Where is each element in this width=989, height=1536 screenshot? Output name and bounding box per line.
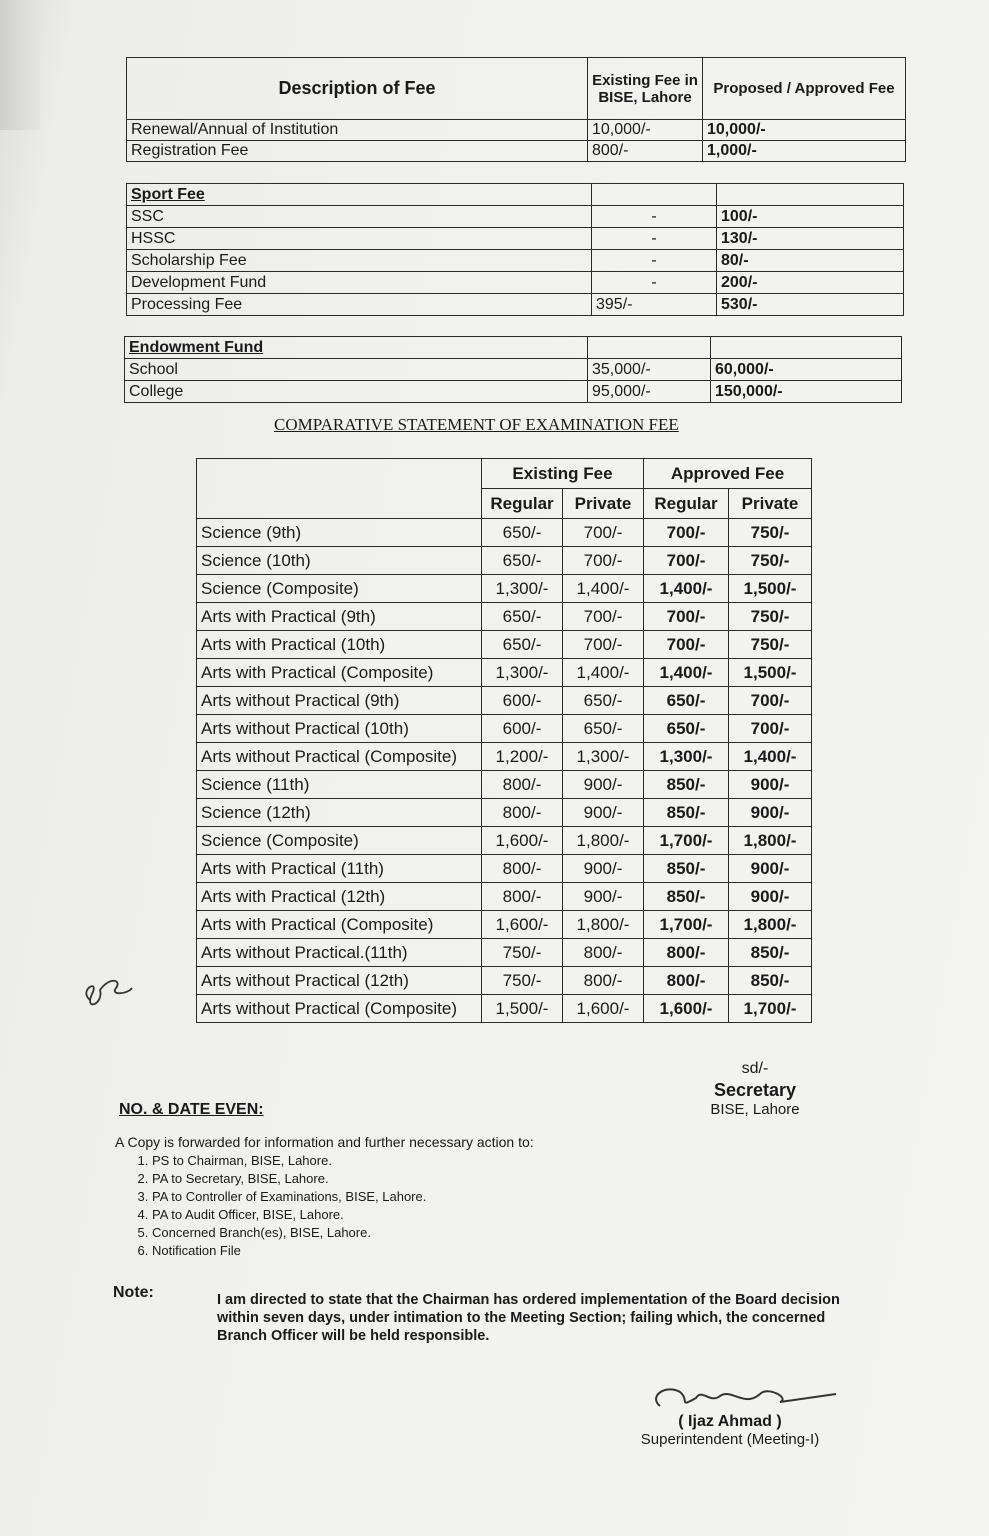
subject-cell: Science (11th) — [197, 771, 482, 799]
row-proposed: 130/- — [717, 228, 904, 250]
fee-cell: 1,500/- — [482, 995, 563, 1023]
sport-fee-table — [126, 183, 904, 316]
table-row — [197, 827, 812, 855]
fee-cell: 1,600/- — [563, 995, 644, 1023]
row-label: Scholarship Fee — [127, 250, 592, 272]
fee-cell: 1,400/- — [729, 743, 812, 771]
fee-cell: 900/- — [563, 855, 644, 883]
fee-cell: 650/- — [482, 519, 563, 547]
fee-cell: 900/- — [563, 771, 644, 799]
fee-cell: 850/- — [644, 799, 729, 827]
list-item: 5. Concerned Branch(es), BISE, Lahore. — [152, 1224, 426, 1242]
table-row — [127, 206, 904, 228]
row-label: Renewal/Annual of Institution — [127, 120, 588, 141]
row-proposed: 60,000/- — [711, 359, 902, 381]
fee-cell: 1,700/- — [644, 827, 729, 855]
fee-cell: 1,300/- — [644, 743, 729, 771]
subject-cell: Science (9th) — [197, 519, 482, 547]
fee-cell: 800/- — [482, 799, 563, 827]
table-row — [197, 715, 812, 743]
fee-cell: 750/- — [729, 603, 812, 631]
subject-cell: Arts with Practical (Composite) — [197, 659, 482, 687]
header-approved-private: Private — [729, 489, 812, 519]
endowment-title: Endowment Fund — [125, 337, 588, 359]
fee-cell: 1,700/- — [644, 911, 729, 939]
row-existing: 800/- — [588, 141, 703, 162]
fee-cell: 800/- — [482, 883, 563, 911]
fee-cell: 1,400/- — [644, 659, 729, 687]
row-label: Development Fund — [127, 272, 592, 294]
subject-cell: Arts without Practical (Composite) — [197, 995, 482, 1023]
table-row — [197, 519, 812, 547]
secretary-title: Secretary — [713, 1080, 797, 1100]
header-approved-fee: Approved Fee — [644, 459, 812, 489]
fee-cell: 1,500/- — [729, 575, 812, 603]
fee-cell: 700/- — [729, 715, 812, 743]
subject-cell: Arts without Practical (12th) — [197, 967, 482, 995]
row-proposed: 100/- — [717, 206, 904, 228]
signatory-block — [620, 1413, 840, 1448]
row-proposed: 10,000/- — [703, 120, 906, 141]
fee-cell: 900/- — [729, 883, 812, 911]
header-existing-private: Private — [563, 489, 644, 519]
fee-cell: 700/- — [563, 519, 644, 547]
list-item: 3. PA to Controller of Examinations, BISE, Lahore. — [152, 1188, 426, 1206]
fee-cell: 750/- — [729, 631, 812, 659]
fee-cell: 1,600/- — [482, 827, 563, 855]
subject-cell: Science (12th) — [197, 799, 482, 827]
fee-cell: 700/- — [729, 687, 812, 715]
fee-cell: 1,700/- — [729, 995, 812, 1023]
fee-cell: 850/- — [729, 939, 812, 967]
fee-cell: 1,800/- — [563, 827, 644, 855]
row-label: School — [125, 359, 588, 381]
header-approved-regular: Regular — [644, 489, 729, 519]
list-item: 2. PA to Secretary, BISE, Lahore. — [152, 1170, 426, 1188]
subject-cell: Arts with Practical (Composite) — [197, 911, 482, 939]
subject-cell: Science (Composite) — [197, 575, 482, 603]
subject-cell: Arts without Practical (Composite) — [197, 743, 482, 771]
exam-fee-rows — [197, 519, 812, 1023]
fee-cell: 1,800/- — [563, 911, 644, 939]
table-row — [197, 967, 812, 995]
signatory-designation: Superintendent (Meeting-I) — [640, 1431, 820, 1448]
fee-cell: 700/- — [644, 547, 729, 575]
row-existing: - — [592, 272, 717, 294]
subject-cell: Arts without Practical (10th) — [197, 715, 482, 743]
fee-cell: 650/- — [482, 603, 563, 631]
secretary-org: BISE, Lahore — [710, 1101, 800, 1118]
fee-cell: 700/- — [644, 631, 729, 659]
fee-cell: 800/- — [482, 855, 563, 883]
subject-cell: Arts without Practical.(11th) — [197, 939, 482, 967]
exam-fee-table — [196, 458, 812, 1023]
fee-cell: 600/- — [482, 715, 563, 743]
sd-text: sd/- — [741, 1060, 769, 1077]
fee-cell: 800/- — [563, 967, 644, 995]
subject-cell: Science (10th) — [197, 547, 482, 575]
fee-cell: 850/- — [644, 771, 729, 799]
fee-cell: 900/- — [729, 855, 812, 883]
header-description: Description of Fee — [127, 58, 588, 120]
row-existing: 395/- — [592, 294, 717, 316]
empty-cell — [711, 337, 902, 359]
header-blank — [197, 459, 482, 519]
fee-cell: 1,300/- — [563, 743, 644, 771]
fee-cell: 1,500/- — [729, 659, 812, 687]
empty-cell — [717, 184, 904, 206]
subject-cell: Arts with Practical (12th) — [197, 883, 482, 911]
table-row — [127, 141, 906, 162]
table-row — [127, 228, 904, 250]
row-proposed: 530/- — [717, 294, 904, 316]
fee-cell: 800/- — [482, 771, 563, 799]
sport-fee-title: Sport Fee — [127, 184, 592, 206]
row-proposed: 200/- — [717, 272, 904, 294]
table-row — [127, 294, 904, 316]
row-proposed: 80/- — [717, 250, 904, 272]
subject-cell: Arts with Practical (11th) — [197, 855, 482, 883]
fee-cell: 600/- — [482, 687, 563, 715]
table-row — [197, 883, 812, 911]
fee-cell: 700/- — [644, 519, 729, 547]
fee-cell: 650/- — [482, 631, 563, 659]
table-row — [125, 359, 902, 381]
fee-cell: 1,400/- — [563, 575, 644, 603]
fee-cell: 750/- — [729, 519, 812, 547]
fee-cell: 1,800/- — [729, 827, 812, 855]
fee-cell: 800/- — [644, 939, 729, 967]
table-row — [197, 575, 812, 603]
table-row — [197, 771, 812, 799]
fee-cell: 750/- — [729, 547, 812, 575]
fee-cell: 900/- — [729, 799, 812, 827]
fee-cell: 1,400/- — [644, 575, 729, 603]
row-proposed: 1,000/- — [703, 141, 906, 162]
table-row — [197, 939, 812, 967]
copy-recipient-list — [120, 1152, 426, 1260]
no-date-even: NO. & DATE EVEN: — [119, 1101, 264, 1118]
fee-cell: 1,200/- — [482, 743, 563, 771]
row-existing: - — [592, 250, 717, 272]
subject-cell: Arts with Practical (10th) — [197, 631, 482, 659]
fee-cell: 700/- — [563, 631, 644, 659]
fee-cell: 700/- — [644, 603, 729, 631]
fee-cell: 850/- — [644, 883, 729, 911]
note-text: I am directed to state that the Chairman has ordered implementation of the Board decision within seven days, under intimation to the Meeting Section; failing which, the concerned Branch Officer will be held responsible. — [217, 1292, 840, 1344]
list-item: 6. Notification File — [152, 1242, 426, 1260]
row-label: Processing Fee — [127, 294, 592, 316]
row-existing: - — [592, 206, 717, 228]
subject-cell: Science (Composite) — [197, 827, 482, 855]
empty-cell — [592, 184, 717, 206]
empty-cell — [588, 337, 711, 359]
handwritten-signature — [640, 1378, 840, 1418]
header-existing-fee: Existing Fee — [482, 459, 644, 489]
fee-cell: 1,400/- — [563, 659, 644, 687]
subject-cell: Arts with Practical (9th) — [197, 603, 482, 631]
fee-cell: 650/- — [482, 547, 563, 575]
header-existing-regular: Regular — [482, 489, 563, 519]
table-row — [197, 631, 812, 659]
endowment-fund-table — [124, 336, 902, 403]
fee-cell: 800/- — [644, 967, 729, 995]
table-row — [197, 743, 812, 771]
row-label: Registration Fee — [127, 141, 588, 162]
table-row — [197, 603, 812, 631]
subject-cell: Arts without Practical (9th) — [197, 687, 482, 715]
table-row — [125, 381, 902, 403]
copy-intro: A Copy is forwarded for information and further necessary action to: — [115, 1134, 534, 1150]
table-row — [197, 911, 812, 939]
table-row — [197, 995, 812, 1023]
table-row — [127, 272, 904, 294]
fee-cell: 1,800/- — [729, 911, 812, 939]
table-row — [197, 687, 812, 715]
fee-cell: 800/- — [563, 939, 644, 967]
row-label: HSSC — [127, 228, 592, 250]
row-existing: 95,000/- — [588, 381, 711, 403]
fee-cell: 650/- — [563, 715, 644, 743]
table-row — [197, 659, 812, 687]
fee-cell: 650/- — [644, 687, 729, 715]
fee-cell: 650/- — [644, 715, 729, 743]
row-label: SSC — [127, 206, 592, 228]
table-row — [127, 120, 906, 141]
fee-cell: 650/- — [563, 687, 644, 715]
fee-description-table — [126, 57, 906, 162]
header-proposed: Proposed / Approved Fee — [703, 58, 906, 120]
fee-cell: 900/- — [729, 771, 812, 799]
fee-cell: 900/- — [563, 799, 644, 827]
table-row — [197, 855, 812, 883]
page-fold-shadow — [0, 0, 40, 130]
exam-fee-heading: COMPARATIVE STATEMENT OF EXAMINATION FEE — [274, 415, 679, 434]
fee-cell: 1,300/- — [482, 575, 563, 603]
row-existing: - — [592, 228, 717, 250]
fee-cell: 750/- — [482, 967, 563, 995]
fee-cell: 900/- — [563, 883, 644, 911]
table-row — [197, 547, 812, 575]
signatory-name: ( Ijaz Ahmad ) — [678, 1413, 782, 1430]
row-existing: 35,000/- — [588, 359, 711, 381]
fee-cell: 1,600/- — [482, 911, 563, 939]
list-item: 1. PS to Chairman, BISE, Lahore. — [152, 1152, 426, 1170]
fee-cell: 1,600/- — [644, 995, 729, 1023]
fee-cell: 850/- — [729, 967, 812, 995]
list-item: 4. PA to Audit Officer, BISE, Lahore. — [152, 1206, 426, 1224]
row-proposed: 150,000/- — [711, 381, 902, 403]
note-label: Note: — [113, 1284, 154, 1301]
handwritten-initials — [70, 960, 140, 1020]
fee-cell: 1,300/- — [482, 659, 563, 687]
row-label: College — [125, 381, 588, 403]
row-existing: 10,000/- — [588, 120, 703, 141]
table-row — [127, 250, 904, 272]
fee-cell: 850/- — [644, 855, 729, 883]
fee-cell: 750/- — [482, 939, 563, 967]
table-row — [197, 799, 812, 827]
fee-cell: 700/- — [563, 547, 644, 575]
fee-cell: 700/- — [563, 603, 644, 631]
header-existing: Existing Fee in BISE, Lahore — [588, 58, 703, 120]
secretary-signature-block — [705, 1060, 805, 1118]
